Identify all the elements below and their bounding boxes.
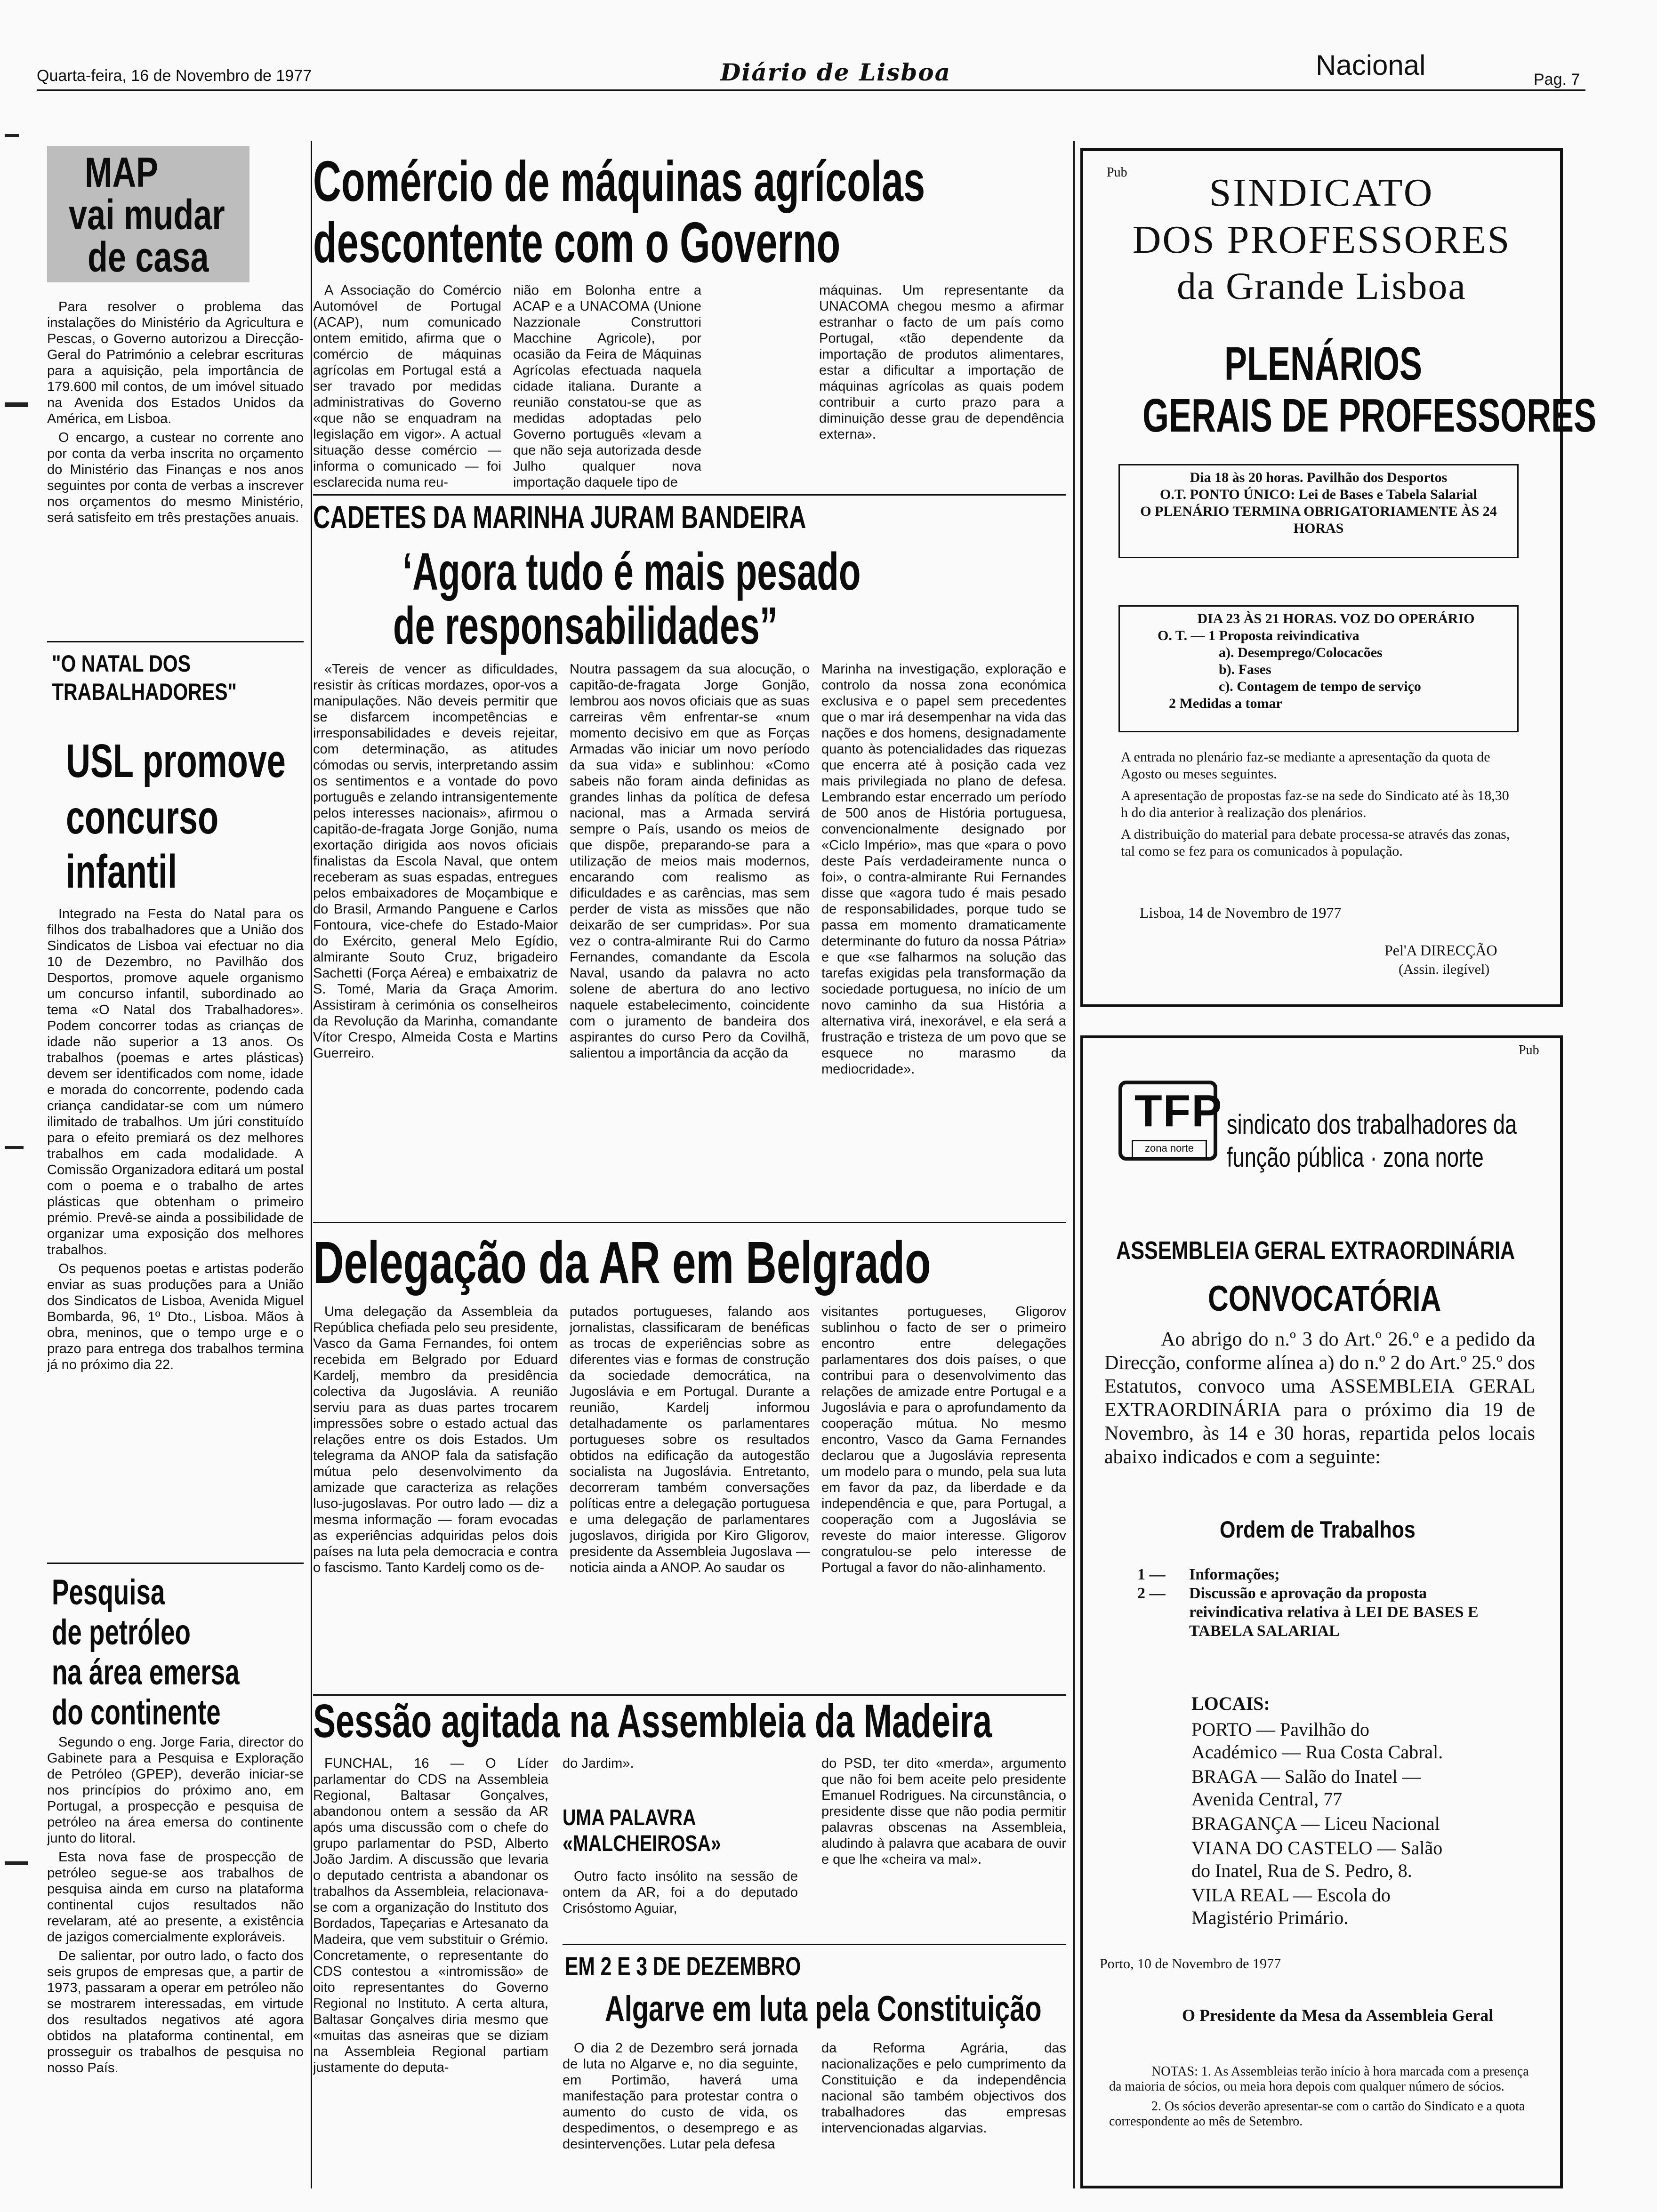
algarve-kicker: EM 2 E 3 DE DEZEMBRO [565, 1951, 801, 1981]
column-rule [1073, 141, 1075, 2188]
stfp-assembly-title: ASSEMBLEIA GERAL EXTRAORDINÁRIA [1116, 1236, 1515, 1265]
natal-article [47, 906, 304, 1546]
pub-label: Pub [1107, 165, 1127, 180]
comercio-col2: nião em Bolonha entre a ACAP e a UNACOMA (Unione Nazzionale Construttori Macchine Agricole), por ocasião da Feira de Máquinas Agrícolas efectuada naquela cidade italiana. Durante a reunião constatou-se que as medidas adoptadas pelo Governo português «levam a que não seja autorizada desde Julho qualquer nova importação daquele tipo de [513, 283, 701, 489]
paragraph: Segundo o eng. Jorge Faria, director do Gabinete para a Pesquisa e Exploração de Petróleo (GPEP), deverão iniciar-se nos princípios do próximo ano, em Portugal, a prospecção e pesquisa de petróleo na área emersa do continente junto do litoral. [47, 1735, 304, 1846]
stfp-notes [1109, 2064, 1533, 2134]
madeira-col2b: Outro facto insólito na sessão de ontem da AR, foi a do deputado Crisóstomo Aguiar, [563, 1869, 798, 1916]
madeira-subhead-line: «MALCHEIROSA» [563, 1831, 721, 1856]
spgl-plenarios-line: PLENÁRIOS [1224, 337, 1423, 390]
box-line: b). Fases [1219, 662, 1271, 677]
map-headline [47, 146, 249, 282]
local-item: VILA REAL — Escola do Magistério Primário. [1191, 1884, 1391, 1928]
spgl-notes [1121, 749, 1516, 865]
stfp-convocatoria: CONVOCATÓRIA [1208, 1279, 1441, 1319]
natal-kicker: "O NATAL DOS TRABALHADORES" [52, 650, 237, 705]
petroleo-headline-line: Pesquisa [52, 1572, 165, 1612]
margin-mark [5, 1861, 28, 1865]
madeira-col1: FUNCHAL, 16 — O Líder parlamentar do CDS na Assembleia Regional, Baltasar Gonçalves, abandonou ontem a sessão da AR após uma discussão com o chefe do grupo parlamentar do PSD, Alberto João Jardim. A discussão que levaria o deputado centrista a abandonar os trabalhos da Assembleia, relacionava-se com a organização do Instituto dos Bordados, Tapeçarias e Artesanato da Madeira, que vem substituir o Grémio. Concretamente, o representante do CDS contestou a «intromissão» de oito representantes do Governo Regional no Instituto. A certa altura, Baltasar Gonçalves diria mesmo que «muitas das asneiras que se diziam na Assembleia Regional partiam justamente do deputa- [313, 1756, 548, 2075]
cadetes-headline-line: ‘Agora tudo é mais pesado [402, 542, 861, 601]
map-headline-line: MAP [85, 149, 158, 196]
spgl-date: Lisboa, 14 de Novembro de 1977 [1140, 904, 1342, 921]
cadetes-col3: Marinha na investigação, exploração e controlo da nossa zona económica exclusiva e o papel sem precedentes que o mar irá desempenhar na vida das nações e dos homens, designadamente quanto às potencialidades das riquezas que encerra até à posição cada vez mais privilegiada no plano de defesa. Lembrando estar encerrado um período de 500 anos de História portuguesa, convencionalmente designado por «Ciclo Império», mas que «para o povo deste País verdadeiramente nunca o foi», o contra-almirante Rui Fernandes disse que «agora tudo é mais pesado de responsabilidades, porque tudo se passa em momento dramaticamente determinante do futuro da nossa Pátria» e que «se falharmos na solução das tarefas exigidas pela transformação da sociedade portuguesa, no início de um novo caminho da sua História a alternativa virá, inexorável, e ela será a frustração e tristeza de um povo que se esquece no marasmo da mediocridade». [821, 662, 1066, 1077]
box-line: Dia 18 às 20 horas. Pavilhão dos Desportos [1190, 470, 1448, 485]
stfp-ordem-title: Ordem de Trabalhos [1220, 1516, 1416, 1543]
map-headline-line: de casa [88, 234, 209, 281]
stfp-org-line: sindicato dos trabalhadores da [1227, 1109, 1517, 1140]
margin-mark [5, 402, 28, 407]
petroleo-headline-line: do continente [52, 1692, 221, 1732]
cadetes-col1: «Tereis de vencer as dificuldades, resistir às críticas mordazes, opor-vos a manipulações. Não deveis permitir que se disfarcem incompetências e irresponsabilidades e deveis rejeitar, com determinação, as atitudes cómodas ou servis, interpretando assim os sentimentos e a vontade do povo português e zelando intransigentemente pelos interesses nacionais», afirmou o capitão-de-fragata Jorge Gonjão, numa exortação dirigida aos novos oficiais finalistas da Escola Naval, que ontem receberam as suas espadas, entregues pelos embaixadores de Moçambique e do Brasil, Armando Panguene e Carlos Fontoura, vice-chefe do Estado-Maior do Exército, general Melo Egídio, almirante Souto Cruz, brigadeiro Sachetti (Força Aérea) e embaixatriz de S. Tomé, Maria da Graça Amorim. Assistiram à cerimónia os conselheiros da Revolução da Marinha, comandante Vítor Crespo, Almeida Costa e Martins Guerreiro. [313, 662, 558, 1061]
spgl-title-line: DOS PROFESSORES [1132, 218, 1511, 262]
agenda-text: Discussão e aprovação da proposta reivindicativa relativa à LEI DE BASES E TABELA SALARIAL [1189, 1585, 1479, 1640]
comercio-col3: máquinas. Um representante da UNACOMA chegou mesmo a afirmar estranhar o facto de um país como Portugal, «tão dependente da importação de produtos alimentares, estar a dificultar a importação de máquinas agrícolas as quais podem contribuir a curto prazo para a diminuição desse grau de dependência externa». [819, 283, 1064, 442]
spgl-info-box-2 [1118, 605, 1519, 732]
natal-headline-line: concurso [66, 791, 219, 844]
agenda-text: Informações; [1189, 1566, 1280, 1583]
box-line: a). Desemprego/Colocacões [1219, 645, 1383, 660]
madeira-col2a: do Jardim». [563, 1756, 634, 1771]
stfp-date: Porto, 10 de Novembro de 1977 [1100, 1956, 1281, 1972]
note: A distribuição do material para debate processa-se através das zonas, tal como se fez para os comunicados à população. [1121, 826, 1510, 859]
paragraph: O encargo, a custear no corrente ano por conta da verba inscrita no orçamento do Ministério das Finanças e nos anos seguintes por conta de verbas a inscrever nos orçamentos do mesmo Ministério, será satisfeito em três prestações anuais. [47, 430, 304, 525]
local-item: BRAGANÇA — Liceu Nacional [1191, 1813, 1440, 1834]
paragraph: Integrado na Festa do Natal para os filhos dos trabalhadores que a União dos Sindicatos de Lisboa vai efectuar no dia 10 de Dezembro, no Pavilhão dos Desportos, promove aquele organismo um concurso infantil, subordinado ao tema «O Natal dos Trabalhadores». Podem concorrer todas as crianças de idade não superior a 13 anos. Os trabalhos (poemas e artes plásticas) devem ser identificados com nome, idade e morada do concorrente, podendo cada criança candidatar-se com um número ilimitado de trabalhos. Um júri constituído para o efeito premiará os dez melhores trabalhos em cada modalidade. A Comissão Organizadora editará um postal com o poema e o trabalho de artes plásticas que obtenham o primeiro prémio. Prevê-se ainda a possibilidade de organizar uma exposição dos melhores trabalhos. [47, 906, 304, 1258]
belgrado-col3: visitantes portugueses, Gligorov sublinhou o facto de ser o primeiro encontro entre delegações parlamentares dos dois países, o que contribui para o desenvolvimento das relações de amizade entre Portugal e a Jugoslávia e para o aprofundamento da cooperação mútua. No mesmo encontro, Vasco da Gama Fernandes declarou que a Jugoslávia representa um modelo para o mundo, pela sua luta em favor da paz, da liberdade e da independência e que, para Portugal, a cooperação com a Jugoslávia se reveste do maior interesse. Gligorov congratulou-se pelo interesse de Portugal a favor do não-alinhamento. [821, 1304, 1066, 1575]
cadetes-col2: Noutra passagem da sua alocução, o capitão-de-fragata Jorge Gonjão, lembrou aos novos oficiais que as suas carreiras vêm enfrentar-se «num momento decisivo em que as Forças Armadas vão iniciar um novo período da sua vida» e sublinhou: «Como sabeis não foram ainda definidas as grandes linhas da política de defesa nacional, mas a Armada servirá sempre o País, usando os meios de que dispõe, preparando-se para a utilização de meios mais modernos, encarando com realismo as dificuldades e as carências, mas sem perder de vista as missões que não deixarão de ser cumpridas». Por sua vez o contra-almirante Rui do Carmo Fernandes, comandante da Escola Naval, usando da palavra no acto solene de abertura do ano lectivo naquele estabelecimento, coincidente com o juramento de bandeira dos aspirantes do curso Pero da Covilhã, salientou a importância da acção da [570, 662, 810, 1061]
masthead-date: Quarta-feira, 16 de Novembro de 1977 [37, 67, 312, 85]
masthead-rule [37, 89, 1585, 91]
natal-headline-line: USL promove [66, 735, 286, 787]
map-article [47, 299, 304, 628]
spgl-title-line: SINDICATO [1209, 171, 1434, 215]
spgl-advertisement [1080, 148, 1597, 1007]
box-line: O PLENÁRIO TERMINA OBRIGATORIAMENTE ÀS 24 HORAS [1140, 504, 1497, 536]
margin-mark [5, 1146, 24, 1149]
stfp-locais-list [1191, 1718, 1455, 1929]
belgrado-headline: Delegação da AR em Belgrado [313, 1229, 931, 1296]
local-item: BRAGA — Salão do Inatel — Avenida Central, 77 [1191, 1766, 1421, 1810]
comercio-col1: A Associação do Comércio Automóvel de Portugal (ACAP), num comunicado ontem emitido, afirma que o comércio de máquinas agrícolas em Portugal está a ser travado por medidas administrativas do Governo «que não se enquadram na legislação em vigor». A actual situação desse comércio — informa o comunicado — foi esclarecida numa reu- [313, 283, 501, 489]
note: A apresentação de propostas faz-se na sede do Sindicato até às 18,30 h do dia anterior à realização dos plenários. [1121, 788, 1509, 820]
spgl-signature-line: Pel'A DIRECÇÃO [1384, 942, 1497, 959]
map-headline-line: vai mudar [69, 192, 225, 239]
local-item: PORTO — Pavilhão do Académico — Rua Costa Cabral. [1191, 1719, 1443, 1763]
stfp-advertisement [1080, 1035, 1563, 2188]
spgl-title-line: da Grande Lisboa [1177, 264, 1466, 307]
box-line: O.T. PONTO ÚNICO: Lei de Bases e Tabela Salarial [1160, 487, 1477, 502]
agenda-number: 2 — [1137, 1585, 1166, 1602]
separator [563, 1944, 1066, 1945]
margin-mark [5, 134, 19, 137]
madeira-col3: do PSD, ter dito «merda», argumento que não foi bem aceite pelo presidente Emanuel Rodrigues. Na circunstância, o presidente disse que não podia permitir palavras obscenas na Assembleia, aludindo à palavra que acabara de ouvir e que lhe «cheira va mal». [821, 1756, 1066, 1867]
local-item: VIANA DO CASTELO — Salão do Inatel, Rua de S. Pedro, 8. [1191, 1837, 1443, 1881]
agenda-item [1137, 1584, 1523, 1641]
comercio-headline-line: Comércio de máquinas agrícolas [313, 149, 925, 213]
box-line: O. T. — 1 Proposta reivindicativa [1158, 628, 1359, 643]
paragraph: De salientar, por outro lado, o facto dos seis grupos de empresas que, a partir de 1973, passaram a operar em petróleo não se mostrarem interessadas, em virtude dos resultados negativos até agora obtidos na plataforma continental, em prosseguir os trabalhos de pesquisa no nosso País. [47, 1948, 304, 2076]
petroleo-article [47, 1734, 304, 2186]
spgl-plenarios-line: GERAIS DE PROFESSORES [1142, 389, 1597, 442]
paragraph: Para resolver o problema das instalações do Ministério da Agricultura e Pescas, o Governo autorizou a Direcção-Geral do Património a celebrar escrituras para a aquisição, pela importância de 179.600 mil contos, de um imóvel situado na Avenida dos Estados Unidos da América, em Lisboa. [47, 299, 304, 426]
spgl-info-box-1 [1118, 464, 1519, 558]
algarve-col1: O dia 2 de Dezembro será jornada de luta no Algarve e, no dia seguinte, em Portimão, haverá uma manifestação para protestar contra o aumento do custo de vida, os despedimentos, o desemprego e as desintervenções. Lutar pela defesa [563, 2041, 798, 2152]
separator [313, 1222, 1066, 1223]
petroleo-headline-line: de petróleo [52, 1612, 191, 1652]
madeira-subhead-line: UMA PALAVRA [563, 1805, 696, 1830]
agenda-item [1137, 1565, 1523, 1584]
belgrado-col2: putados portugueses, falando aos jornalistas, classificaram de benéficas as trocas de experiências sobre as diferentes vias e formas de construção da sociedade democrática, na Jugoslávia e em Portugal. Durante a reunião, Kardelj informou detalhadamente os parlamentares portugueses sobre os resultados obtidos na edificação da autogestão socialista na Jugoslávia. Entretanto, decorreram também conversações políticas entre a delegação portuguesa e uma delegação de parlamentares jugoslavos, dirigida por Kiro Gligorov, presidente da Assembleia Jugoslava — noticia ainda a ANOP. Ao saudar os [570, 1304, 810, 1575]
box-line: DIA 23 ÀS 21 HORAS. VOZ DO OPERÁRIO [1197, 611, 1475, 626]
tfp-logo-text: TFP [1134, 1086, 1223, 1136]
note: NOTAS: 1. As Assembleias terão início à hora marcada com a presença da maioria de sócios, ou meia hora depois com qualquer número de sócios. [1109, 2064, 1529, 2094]
stfp-agenda [1137, 1565, 1523, 1641]
cadetes-kicker: CADETES DA MARINHA JURAM BANDEIRA [313, 499, 806, 535]
section-name: Nacional [1316, 49, 1426, 81]
paragraph: Os pequenos poetas e artistas poderão enviar as suas produções para a União dos Sindicatos de Lisboa, Avenida Miguel Bombarda, 96, 1º Dto., Lisboa. Mãos à obra, meninos, que o tempo urge e o prazo para entrega dos trabalhos termina já no próximo dia 22. [47, 1261, 304, 1372]
petroleo-headline-line: na área emersa [52, 1652, 240, 1692]
separator [313, 494, 1066, 496]
note: 2. Os sócios deverão apresentar-se com o cartão do Sindicato e a quota correspondente ao mês de Setembro. [1109, 2099, 1525, 2129]
comercio-headline-line: descontente com o Governo [313, 210, 841, 274]
spgl-signature-line: (Assin. ilegível) [1399, 962, 1490, 977]
cadetes-headline-line: de responsabilidades” [393, 596, 778, 655]
paragraph: Esta nova fase de prospecção de petróleo segue-se aos trabalhos de pesquisa ainda em curso na plataforma continental cujos resultados não revelaram, até ao presente, a existência de jazigos comercialmente exploráveis. [47, 1850, 304, 1945]
algarve-headline: Algarve em luta pela Constituição [605, 1989, 1042, 2029]
stfp-intro: Ao abrigo do n.º 3 do Art.º 26.º e a pedido da Direcção, conforme alínea a) do n.º 2 do Art.º 25.º dos Estatutos, convoco uma ASSEMBLEIA GERAL EXTRAORDINÁRIA para o próximo dia 19 de Novembro, às 14 e 30 horas, repartida pelos locais abaixo indicados e com a seguinte: [1104, 1329, 1535, 1468]
note: A entrada no plenário faz-se mediante a apresentação da quota de Agosto ou meses seguintes. [1121, 749, 1490, 782]
stfp-org-line: função pública · zona norte [1227, 1142, 1484, 1173]
column-rule [311, 141, 312, 2188]
belgrado-col1: Uma delegação da Assembleia da República chefiada pelo seu presidente, Vasco da Gama Fernandes, foi ontem recebida em Belgrado por Eduard Kardelj, membro da presidência colectiva da Jugoslávia. A reunião serviu para as duas partes trocarem impressões sobre o estado actual das relações entre os dois Estados. Um telegrama da ANOP fala da satisfação mútua pelo desenvolvimento da amizade que caracteriza as relações luso-jugoslavas. Por outro lado — diz a mesma informação — foram evocadas as experiências adquiridas pelos dois países na luta pela democracia e contra o fascismo. Tanto Kardelj como os de- [313, 1304, 558, 1575]
pub-label: Pub [1519, 1043, 1539, 1058]
page-number: Pag. 7 [1534, 71, 1580, 88]
stfp-locais-label: LOCAIS: [1191, 1693, 1270, 1714]
separator [47, 641, 304, 642]
madeira-headline: Sessão agitada na Assembleia da Madeira [313, 1695, 992, 1747]
agenda-number: 1 — [1137, 1566, 1166, 1583]
tfp-logo-subtext: zona norte [1132, 1140, 1207, 1159]
masthead-title: Diário de Lisboa [720, 58, 951, 86]
natal-headline-line: infantil [66, 845, 177, 898]
masthead [0, 0, 1657, 94]
box-line: c). Contagem de tempo de serviço [1219, 679, 1421, 694]
algarve-col2: da Reforma Agrária, das nacionalizações e pelo cumprimento da Constituição e da independência nacional são também objectivos dos trabalhadores das empresas intervencionadas algarvias. [821, 2041, 1066, 2136]
box-line: 2 Medidas a tomar [1169, 696, 1282, 711]
stfp-sign: O Presidente da Mesa da Assembleia Geral [1182, 2006, 1494, 2025]
tfp-logo [1118, 1081, 1223, 1161]
separator [47, 1563, 304, 1564]
